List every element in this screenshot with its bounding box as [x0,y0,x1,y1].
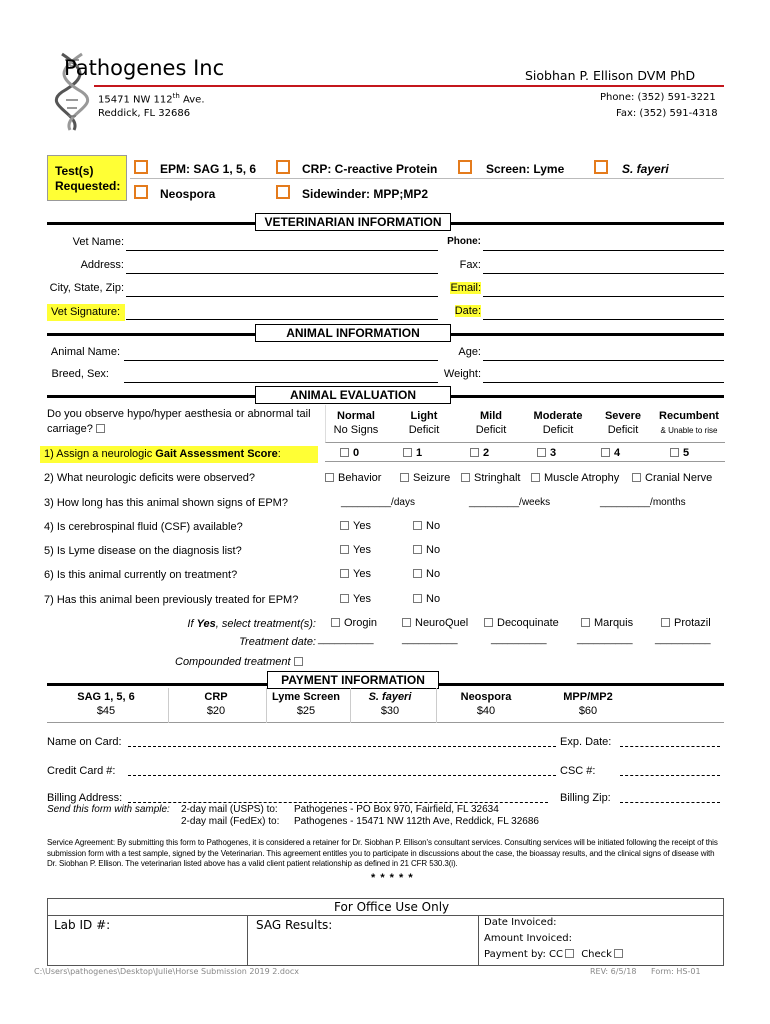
company-name: Pathogenes Inc [64,56,225,80]
vet-city-field[interactable] [126,296,438,297]
q6-no[interactable]: No [413,568,440,580]
duration-days[interactable]: _________/days [341,497,415,508]
breed-label: Breed, Sex: [51,368,109,380]
treatment-protazil[interactable]: Protazil [661,617,711,629]
csc-field[interactable] [620,775,720,776]
address-line-1: 15471 NW 112th Ave. [98,92,205,106]
animal-name-field[interactable] [124,360,438,361]
name-on-card-field[interactable] [128,746,556,747]
treatment-date-orogin[interactable]: __________ [318,634,374,645]
billing-zip-field[interactable] [620,802,720,803]
breed-field[interactable] [124,382,438,383]
vet-name-field[interactable] [126,250,438,251]
q4-no[interactable]: No [413,520,440,532]
amount-invoiced-label: Amount Invoiced: [484,933,572,944]
deficit-behavior[interactable]: Behavior [325,472,381,484]
fax: Fax: (352) 591-4318 [616,108,718,119]
scale-mild: Mild Deficit [475,410,507,436]
vet-email-label: Email: [450,282,481,294]
payment-section-title: PAYMENT INFORMATION [267,671,439,689]
q5-yes[interactable]: Yes [340,544,371,556]
phone: Phone: (352) 591-3221 [600,92,716,103]
doctor-name: Siobhan P. Ellison DVM PhD [525,68,696,83]
payment-check-checkbox[interactable] [614,949,623,958]
price-neospora: Neospora $40 [460,691,512,717]
s-fayeri-checkbox[interactable] [594,160,608,174]
price-divider [168,688,169,723]
evaluation-section-title: ANIMAL EVALUATION [255,386,451,404]
billing-zip-label: Billing Zip: [560,792,611,804]
compounded-treatment: Compounded treatment [175,656,307,668]
animal-section-title: ANIMAL INFORMATION [255,324,451,342]
score-4-option[interactable]: 4 [601,447,620,459]
tests-divider [130,178,724,179]
treatment-date-label: Treatment date: [239,636,316,648]
lyme-label: Screen: Lyme [486,162,565,176]
vet-address-field[interactable] [126,273,438,274]
q5-lyme: 5) Is Lyme disease on the diagnosis list? [44,545,242,557]
deficit-muscle-atrophy[interactable]: Muscle Atrophy [531,472,619,484]
deficit-stringhalt[interactable]: Stringhalt [461,472,520,484]
lyme-checkbox[interactable] [458,160,472,174]
credit-card-label: Credit Card #: [47,765,116,777]
vet-signature-label: Vet Signature: [47,304,125,321]
weight-label: Weight: [443,368,481,380]
address-line-2: Reddick, FL 32686 [98,108,191,119]
duration-weeks[interactable]: _________/weeks [469,497,551,508]
billing-address-label: Billing Address: [47,792,123,804]
vet-email-field[interactable] [483,296,724,297]
send-form-label: Send this form with sample: [47,804,170,815]
credit-card-field[interactable] [128,775,556,776]
vet-city-label: City, State, Zip: [49,282,124,294]
vet-signature-field[interactable] [126,319,438,320]
s-fayeri-label: S. fayeri [622,162,669,176]
sidewinder-label: Sidewinder: MPP;MP2 [302,187,429,201]
score-2-option[interactable]: 2 [470,447,489,459]
office-divider-1 [247,915,248,966]
neospora-label: Neospora [160,187,216,201]
deficit-seizure[interactable]: Seizure [400,472,450,484]
vet-date-label: Date: [454,305,481,317]
animal-name-label: Animal Name: [50,346,120,358]
scale-recumbent: Recumbent & Unable to rise [659,410,719,435]
vet-address-label: Address: [80,259,124,271]
vet-phone-field[interactable] [483,250,724,251]
score-1-option[interactable]: 1 [403,447,422,459]
q7-previous-treatment: 7) Has this animal been previously treated for EPM? [44,594,299,606]
epm-sag-checkbox[interactable] [134,160,148,174]
treatment-date-decoquinate[interactable]: __________ [491,634,547,645]
q3-duration: 3) How long has this animal shown signs of EPM? [44,497,288,509]
vet-section-title: VETERINARIAN INFORMATION [255,213,451,231]
vet-date-field[interactable] [483,319,724,320]
compounded-checkbox[interactable] [294,657,303,666]
sidewinder-checkbox[interactable] [276,185,290,199]
neospora-checkbox[interactable] [134,185,148,199]
score-3-option[interactable]: 3 [537,447,556,459]
q7-yes[interactable]: Yes [340,593,371,605]
treatment-date-marquis[interactable]: __________ [577,634,633,645]
exp-date-label: Exp. Date: [560,736,612,748]
q7-no[interactable]: No [413,593,440,605]
form-number: Form: HS-01 [651,967,701,976]
payment-cc-checkbox[interactable] [565,949,574,958]
crp-label: CRP: C-reactive Protein [302,162,438,176]
exp-date-field[interactable] [620,746,720,747]
office-divider-2 [478,915,479,966]
tail-carriage-checkbox[interactable] [96,424,105,433]
name-on-card-label: Name on Card: [47,736,122,748]
price-divider [436,688,437,723]
vet-phone-label: Phone: [447,236,481,247]
epm-sag-label: EPM: SAG 1, 5, 6 [160,162,257,176]
q6-treatment: 6) Is this animal currently on treatment? [44,569,238,581]
scale-normal: Normal No Signs [333,410,379,436]
q4-yes[interactable]: Yes [340,520,371,532]
deficit-cranial-nerve[interactable]: Cranial Nerve [632,472,712,484]
vet-name-label: Vet Name: [72,236,124,248]
price-lyme: Lyme Screen $25 [271,691,341,717]
crp-checkbox[interactable] [276,160,290,174]
q5-no[interactable]: No [413,544,440,556]
score-0-option[interactable]: 0 [340,447,359,459]
lab-id-label: Lab ID #: [54,918,111,932]
revision: REV: 6/5/18 [590,967,637,976]
office-title-rule [47,915,724,916]
tail-carriage-question: Do you observe hypo/hyper aesthesia or abnormal tail carriage? [47,408,311,435]
treatment-decoquinate[interactable]: Decoquinate [484,617,559,629]
price-sag: SAG 1, 5, 6 $45 [77,691,135,717]
q6-yes[interactable]: Yes [340,568,371,580]
age-field[interactable] [483,360,724,361]
treatment-date-neuroquel[interactable]: __________ [402,634,458,645]
usps-label: 2-day mail (USPS) to: [181,804,278,815]
duration-months[interactable]: _________/months [600,497,686,508]
q2-deficits: 2) What neurologic deficits were observed? [44,472,255,484]
weight-field[interactable] [483,382,724,383]
tests-requested-label: Test(s) Requested: [47,155,127,201]
q4-csf: 4) Is cerebrospinal fluid (CSF) available? [44,521,243,533]
vet-fax-field[interactable] [483,273,724,274]
payment-by-label: Payment by: CC Check [484,949,627,960]
date-invoiced-label: Date Invoiced: [484,917,557,928]
file-path: C:\Users\pathogenes\Desktop\Julie\Horse Submission 2019 2.docx [34,967,299,976]
score-row [325,444,725,462]
treatment-date-protazil[interactable]: __________ [655,634,711,645]
office-use-title: For Office Use Only [334,900,450,914]
treatment-marquis[interactable]: Marquis [581,617,633,629]
score-5-option[interactable]: 5 [670,447,689,459]
header-rule [94,85,724,87]
if-yes-label: If Yes, select treatment(s): [187,618,316,630]
sag-results-label: SAG Results: [256,918,333,932]
scale-moderate: Moderate Deficit [533,410,583,436]
fedex-address: Pathogenes - 15471 NW 112th Ave, Reddick, FL 32686 [294,816,539,827]
price-crp: CRP $20 [204,691,228,717]
usps-address: Pathogenes - PO Box 970, Fairfield, FL 32634 [294,804,499,815]
service-agreement: Service Agreement: By submitting this form to Pathogenes, it is considered a retainer for Dr. Siobhan P. Ellison's consultant services. Consulting services will be initiated following the receipt of this submission form with a test sample, signed by the Veterinarian. This agreement entitles you to participate in discussions about the case, the bioassay results, and the clinical signs of disease with Dr. Siobhan P. Ellison. The veterinarian listed above has a valid client patient relationship as defined in 21 CFR 530.3(i). [47,838,718,868]
scale-light: Light Deficit [408,410,440,436]
billing-address-field[interactable] [128,802,548,803]
scale-severe: Severe Deficit [604,410,642,436]
vet-fax-label: Fax: [459,259,481,271]
age-label: Age: [458,346,481,358]
q1-gait-score: 1) Assign a neurologic Gait Assessment Score: [40,446,318,463]
csc-label: CSC #: [560,765,596,777]
fedex-label: 2-day mail (FedEx) to: [181,816,280,827]
treatment-orogin[interactable]: Orogin [331,617,377,629]
price-s-fayeri: S. fayeri $30 [368,691,412,717]
price-mpp: MPP/MP2 $60 [563,691,613,717]
treatment-neuroquel[interactable]: NeuroQuel [402,617,468,629]
separator-stars: * * * * * [371,872,414,884]
